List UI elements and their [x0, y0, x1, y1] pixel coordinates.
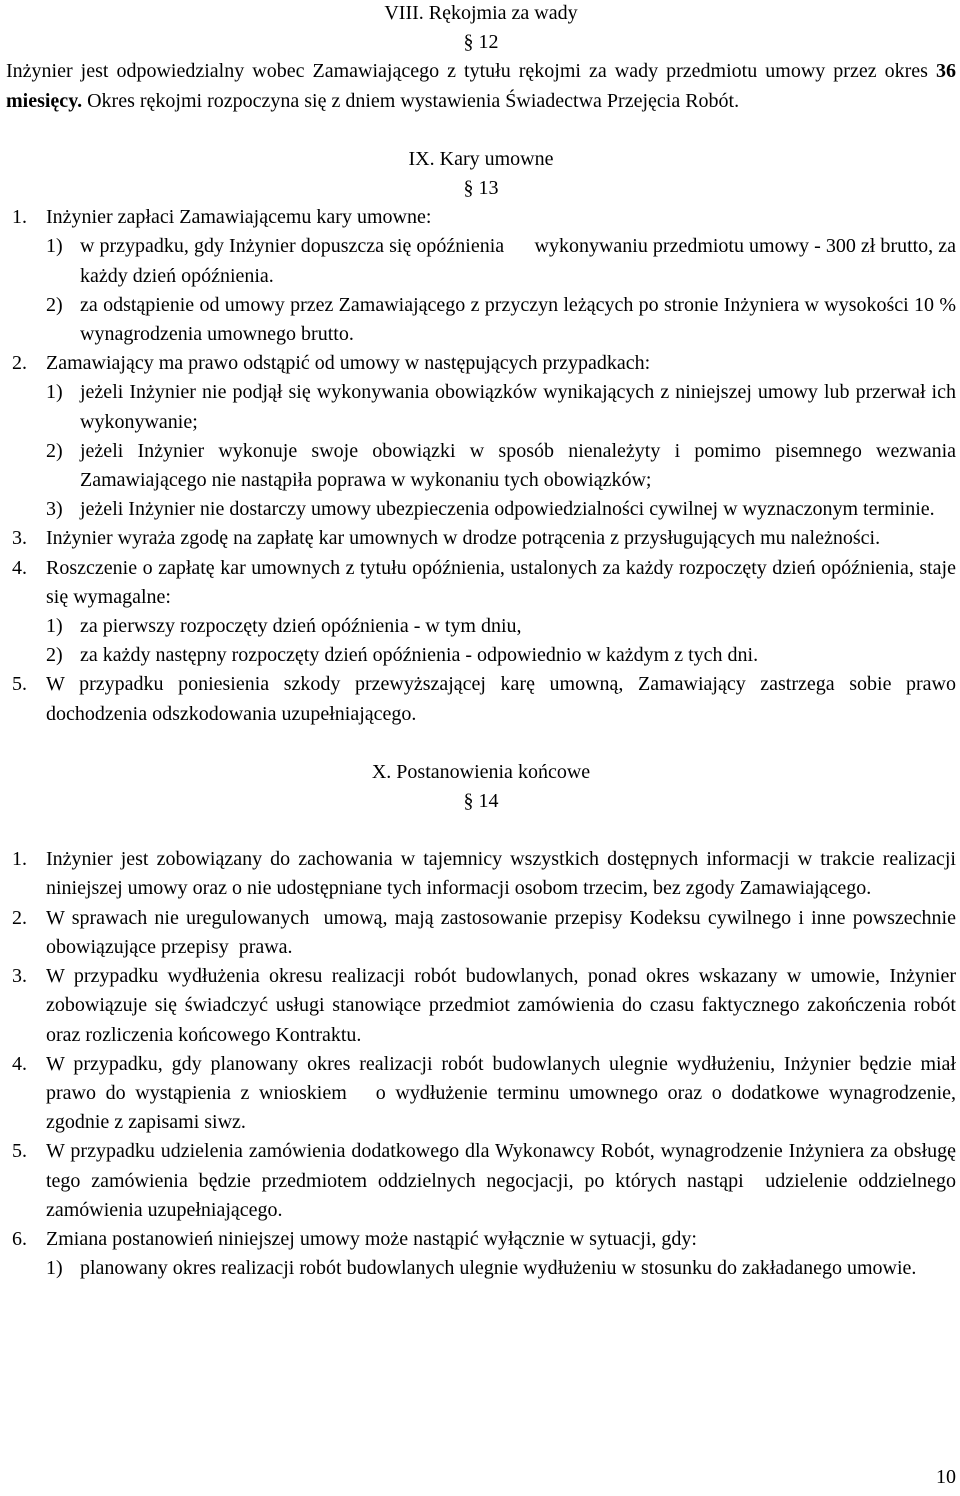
point-text: W przypadku wydłużenia okresu realizacji robót budowlanych, ponad okres wskazany w umowie, Inżynier zobowiązuje się świadczyć usługi stanowiące przedmiot zamówienia do czasu faktycznego zakończenia robót oraz rozliczenia końcowego Kontraktu. [46, 965, 956, 1046]
numbered-point [12, 349, 956, 378]
section-heading: VIII. Rękojmia za wady [384, 2, 578, 24]
sub-point [46, 495, 956, 524]
sub-point-text: za odstąpienie od umowy przez Zamawiającego z przyczyn leżących po stronie Inżyniera w wysokości 10 % wynagrodzenia umownego brutto. [80, 293, 956, 346]
paragraph-sign: § 12 [463, 31, 499, 54]
sub-point-number: 2) [46, 439, 63, 462]
point-text: Inżynier wyraża zgodę na zapłatę kar umownych w drodze potrącenia z przysługujących mu należności. [46, 527, 881, 550]
sub-point [46, 1254, 956, 1283]
point-number: 2. [12, 352, 27, 375]
point-number: 1. [12, 848, 27, 871]
spacer [6, 116, 956, 145]
sub-point-number: 3) [46, 498, 63, 521]
spacer [6, 729, 956, 758]
bold-text: 36 miesięcy. [6, 60, 956, 112]
sub-point-text: jeżeli Inżynier nie dostarczy umowy ubezpieczenia odpowiedzialności cywilnej w wyznaczonym terminie. [80, 498, 935, 521]
point-number: 3. [12, 527, 27, 550]
point-text: Inżynier zapłaci Zamawiającemu kary umowne: [46, 206, 432, 229]
sub-point-number: 2) [46, 293, 63, 316]
point-number: 6. [12, 1227, 27, 1250]
numbered-point [12, 524, 956, 553]
paragraph-sign: § 14 [463, 790, 499, 813]
sub-point [46, 437, 956, 495]
point-text: Inżynier jest zobowiązany do zachowania w tajemnicy wszystkich dostępnych informacji w trakcie realizacji niniejszej umowy oraz o nie udostępniane tych informacji osobom trzecim, bez zgody Zamawiającego. [46, 848, 956, 900]
point-text: Zamawiający ma prawo odstąpić od umowy w następujących przypadkach: [46, 352, 651, 375]
text-fragment: Okres rękojmi rozpoczyna się z dniem wystawienia Świadectwa Przejęcia Robót. [82, 89, 740, 112]
paragraph-sign: § 13 [463, 177, 499, 200]
numbered-point [12, 1225, 956, 1254]
numbered-point [12, 670, 956, 728]
point-text: W przypadku poniesienia szkody przewyższającej karę umowną, Zamawiający zastrzega sobie prawo dochodzenia odszkodowania uzupełniającego. [46, 673, 956, 725]
sub-point-text: za pierwszy rozpoczęty dzień opóźnienia - w tym dniu, [80, 615, 522, 638]
spacer [6, 816, 956, 845]
sub-point-text: jeżeli Inżynier wykonuje swoje obowiązki w sposób nienależyty i pomimo pisemnego wezwania Zamawiającego nie nastąpiła poprawa w wykonaniu tych obowiązków; [80, 439, 956, 492]
sub-point [46, 232, 956, 290]
point-number: 1. [12, 206, 27, 229]
point-number: 4. [12, 556, 27, 579]
sub-point-text: jeżeli Inżynier nie podjął się wykonywania obowiązków wynikających z niniejszej umowy lub przerwał ich wykonywanie; [80, 381, 956, 433]
numbered-point [12, 845, 956, 903]
sub-point-number: 1) [46, 1257, 63, 1280]
numbered-point [12, 1137, 956, 1225]
sub-point [46, 612, 956, 641]
section-text [6, 57, 956, 115]
point-number: 4. [12, 1052, 27, 1075]
document-page [6, 0, 956, 1283]
numbered-point [12, 203, 956, 232]
sub-point [46, 641, 956, 670]
sub-point [46, 291, 956, 349]
numbered-point [12, 962, 956, 1050]
sub-point-number: 1) [46, 381, 63, 404]
point-number: 3. [12, 965, 27, 988]
sub-point-number: 1) [46, 235, 63, 258]
numbered-point [12, 1050, 956, 1138]
sub-point-text: planowany okres realizacji robót budowlanych ulegnie wydłużeniu w stosunku do zakładanego umowie. [80, 1257, 917, 1280]
section-heading: IX. Kary umowne [408, 147, 554, 170]
numbered-point [12, 554, 956, 612]
sub-point-text: za każdy następny rozpoczęty dzień opóźnienia - odpowiednio w każdym z tych dni. [80, 644, 759, 667]
text-fragment: Inżynier jest odpowiedzialny wobec Zamawiającego z tytułu rękojmi za wady przedmiotu umowy przez okres [6, 60, 936, 83]
sub-point-number: 1) [46, 615, 63, 638]
sub-point [46, 378, 956, 436]
point-text: W przypadku udzielenia zamówienia dodatkowego dla Wykonawcy Robót, wynagrodzenie Inżyniera za obsługę tego zamówienia będzie przedmiotem oddzielnych negocjacji, po których nastąpi udzielenie oddzielnego zamówienia uzupełniającego. [46, 1140, 956, 1221]
point-text: Zmiana postanowień niniejszej umowy może nastąpić wyłącznie w sytuacji, gdy: [46, 1227, 697, 1250]
point-text: Roszczenie o zapłatę kar umownych z tytułu opóźnienia, ustalonych za każdy rozpoczęty dzień opóźnienia, staje się wymagalne: [46, 556, 956, 608]
numbered-point [12, 904, 956, 962]
point-text: W przypadku, gdy planowany okres realizacji robót budowlanych ulegnie wydłużeniu, Inżynier będzie miał prawo do wystąpienia z wnioskiem o wydłużenie terminu umownego oraz o dodatkowe wynagrodzenie, zgodnie z zapisami siwz. [46, 1052, 956, 1134]
point-number: 5. [12, 1140, 27, 1163]
point-text: W sprawach nie uregulowanych umową, mają zastosowanie przepisy Kodeksu cywilnego i inne powszechnie obowiązujące przepisy prawa. [46, 906, 956, 958]
point-number: 2. [12, 906, 27, 929]
point-number: 5. [12, 673, 27, 696]
sub-point-text: w przypadku, gdy Inżynier dopuszcza się opóźnienia wykonywaniu przedmiotu umowy - 300 zł brutto, za każdy dzień opóźnienia. [80, 235, 956, 287]
section-heading: X. Postanowienia końcowe [371, 760, 591, 783]
page-number: 10 [936, 1465, 956, 1488]
sub-point-number: 2) [46, 644, 63, 667]
